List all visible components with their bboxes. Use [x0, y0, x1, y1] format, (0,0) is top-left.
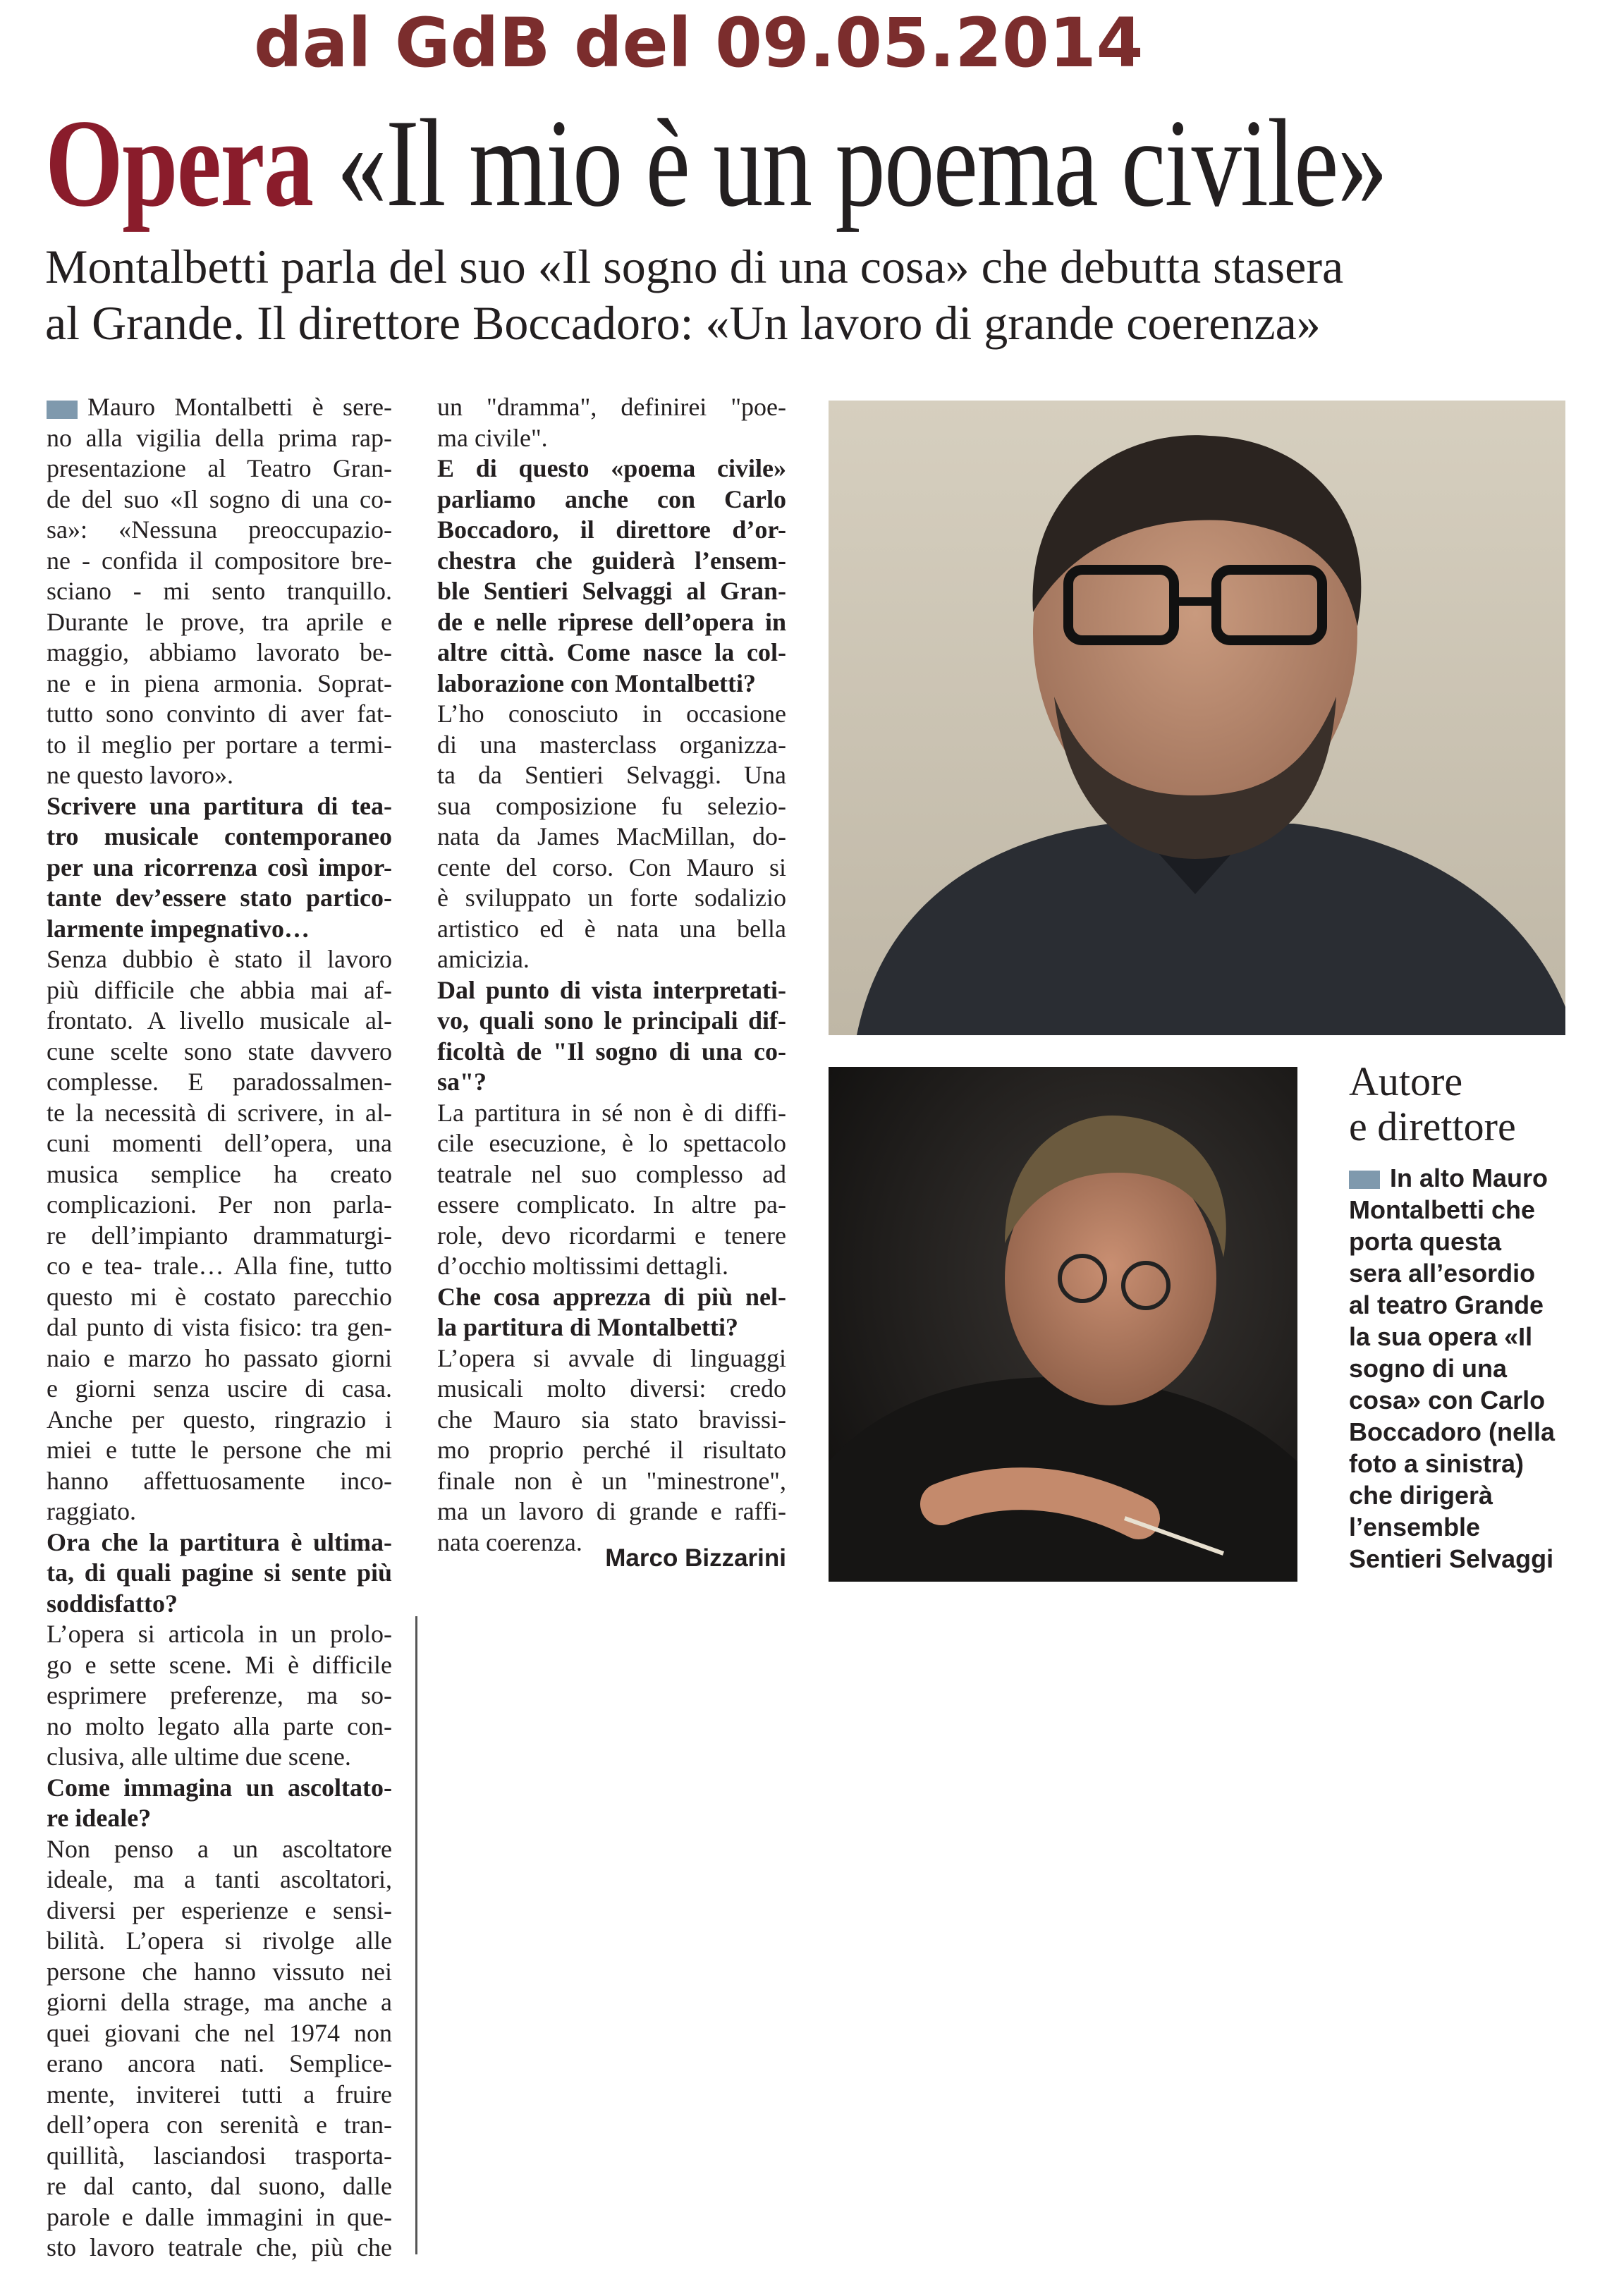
- article-line-text: de del suo «Il sogno di una co-: [47, 484, 392, 513]
- article-line: [437, 392, 786, 423]
- article-line: [47, 2018, 392, 2049]
- article-line-text: musica semplice ha creato: [47, 1159, 392, 1188]
- article-line-text: diversi per esperienze e sensi-: [47, 1895, 392, 1924]
- caption-title-line: Autore: [1349, 1058, 1463, 1104]
- article-line: [437, 944, 786, 975]
- article-line-text: finale non è un "minestrone",: [437, 1466, 786, 1495]
- article-line: [47, 975, 392, 1006]
- article-line: [437, 1159, 786, 1190]
- article-line: [437, 1067, 786, 1098]
- article-line: [47, 2048, 392, 2080]
- article-line-text: L’opera si articola in un prolo-: [47, 1620, 392, 1648]
- article-line: [47, 2202, 392, 2233]
- article-line-text: sua composizione fu seleziо-: [437, 791, 786, 820]
- article-line-text: parole e dalle immagini in que-: [47, 2202, 392, 2231]
- article-line: [47, 1527, 392, 1558]
- article-line-text: Che cosa apprezza di più nel-: [437, 1282, 786, 1311]
- article-line-text: questo mi è costato parecchio: [47, 1282, 392, 1311]
- caption-line-text: foto a sinistra): [1349, 1449, 1524, 1478]
- article-line-text: giorni della strage, ma anche a: [47, 1988, 392, 2016]
- article-line: [437, 791, 786, 822]
- caption-line: [1349, 1384, 1582, 1416]
- article-line-text: Non penso a un ascoltatore: [47, 1834, 392, 1863]
- article-line: [437, 1006, 786, 1037]
- article-line: [437, 1435, 786, 1466]
- article-line: [437, 453, 786, 484]
- caption-line-text: porta questa: [1349, 1227, 1502, 1256]
- article-line-text: larmente impegnativo…: [47, 914, 310, 943]
- article-line: [47, 1466, 392, 1497]
- article-line: [47, 1343, 392, 1374]
- article-line-text: chestra che guiderà l’ensem-: [437, 546, 786, 575]
- article-line: [47, 791, 392, 822]
- article-line: [47, 2141, 392, 2172]
- article-line: [437, 975, 786, 1006]
- article-line-text: La partitura in sé non è di diffi-: [437, 1098, 786, 1127]
- article-line-text: amicizia.: [437, 945, 530, 973]
- article-line: [47, 2110, 392, 2141]
- article-line-text: L’ho conosciuto in occasione: [437, 700, 786, 728]
- article-line: [437, 515, 786, 546]
- article-line: [437, 853, 786, 884]
- headline-kicker: Opera: [45, 93, 313, 233]
- article-line-text: ideale, ma a tanti ascoltatori,: [47, 1865, 392, 1893]
- article-line: [437, 668, 786, 700]
- article-line-text: per una ricorrenza così impor-: [47, 853, 392, 881]
- article-line: [437, 1190, 786, 1221]
- article-line: [47, 1098, 392, 1129]
- article-line: [47, 1159, 392, 1190]
- caption-line-text: Sentieri Selvaggi: [1349, 1544, 1554, 1573]
- article-line-text: no molto legato alla parte con-: [47, 1711, 392, 1740]
- article-line: [47, 668, 392, 700]
- article-line: [47, 1558, 392, 1589]
- article-line: [47, 515, 392, 546]
- caption-line-text: al teatro Grande: [1349, 1290, 1544, 1319]
- article-line: [437, 760, 786, 791]
- article-line: [47, 914, 392, 945]
- article-line-text: ne questo lavoro».: [47, 761, 233, 789]
- caption-line-text: la sua opera «Il: [1349, 1322, 1533, 1351]
- article-line-text: ne - confida il compositore bre-: [47, 546, 392, 575]
- article-line: [47, 1405, 392, 1436]
- article-line-text: Senza dubbio è stato il lavoro: [47, 945, 392, 973]
- article-line-text: Anche per questo, ringrazio i: [47, 1405, 392, 1434]
- article-line-text: frontato. A livello musicale al-: [47, 1006, 392, 1034]
- article-line: [47, 1496, 392, 1527]
- article-line-text: è sviluppato un forte sodalizio: [437, 884, 786, 912]
- article-line-text: ble Sentieri Selvaggi al Gran-: [437, 577, 786, 605]
- article-line-text: hanno affettuosamente inco-: [47, 1466, 392, 1495]
- article-line: [437, 546, 786, 577]
- article-line-text: che Mauro sia stato bravissi-: [437, 1405, 786, 1434]
- article-line: [47, 699, 392, 730]
- article-line-text: raggiato.: [47, 1497, 136, 1525]
- article-line-text: d’occhio moltissimi dettagli.: [437, 1252, 728, 1280]
- article-line-text: role, devo ricordarmi e tenere: [437, 1221, 786, 1250]
- article-line: [437, 822, 786, 853]
- article-line-text: Ora che la partitura è ultima-: [47, 1527, 392, 1556]
- article-line-text: go e sette scene. Mi è difficile: [47, 1650, 392, 1679]
- article-line: [47, 2080, 392, 2111]
- article-line-text: vo, quali sono le principali dif-: [437, 1006, 786, 1034]
- article-line-text: Come immagina un ascoltato-: [47, 1773, 392, 1802]
- photo-caption: [1349, 1162, 1582, 1575]
- article-line: [437, 1374, 786, 1405]
- article-line-text: to il meglio per portare a termi-: [47, 730, 392, 759]
- article-line-text: ne e in piena armonia. Soprat-: [47, 668, 392, 697]
- subtitle-line: al Grande. Il direttore Boccadoro: «Un lavoro di grande coerenza»: [45, 296, 1321, 350]
- article-line: [437, 637, 786, 668]
- article-line: [47, 576, 392, 607]
- article-line: [437, 1221, 786, 1252]
- article-line: [437, 423, 786, 454]
- caption-line: [1349, 1289, 1582, 1321]
- article-line: [47, 607, 392, 638]
- article-line-text: naio e marzo ho passato giorni: [47, 1343, 392, 1372]
- article-line-text: dell’opera con serenità e tran-: [47, 2111, 392, 2139]
- article-line: [437, 1405, 786, 1436]
- article-line-text: mo proprio perché il risultato: [437, 1436, 786, 1464]
- article-line-text: cune scelte sono state davvero: [47, 1037, 392, 1065]
- article-column-2: [437, 392, 786, 1558]
- article-line: [47, 1711, 392, 1742]
- article-line: [47, 883, 392, 914]
- article-line-text: essere complicato. In altre pa-: [437, 1190, 786, 1219]
- caption-title-line: e direttore: [1349, 1104, 1516, 1149]
- article-line-text: clusiva, alle ultime due scene.: [47, 1742, 351, 1771]
- article-line-text: re ideale?: [47, 1804, 152, 1832]
- article-line: [47, 392, 392, 423]
- article-line-text: nata coerenza.: [437, 1527, 582, 1556]
- article-line: [47, 1680, 392, 1711]
- headline: [45, 93, 1387, 233]
- caption-line-text: sera all’esordio: [1349, 1259, 1536, 1288]
- article-line: [47, 1957, 392, 1988]
- article-line-text: ficoltà de "Il sogno di una co-: [437, 1037, 786, 1065]
- caption-line-text: sogno di una: [1349, 1354, 1507, 1383]
- caption-line: [1349, 1448, 1582, 1479]
- article-line: [437, 1343, 786, 1374]
- article-line-text: cente del corso. Con Mauro si: [437, 853, 786, 881]
- article-line: [437, 730, 786, 761]
- article-line: [47, 1221, 392, 1252]
- article-line: [47, 1650, 392, 1681]
- article-line: [47, 1987, 392, 2018]
- article-line-text: più difficile che abbia mai af-: [47, 975, 392, 1004]
- article-line: [47, 1128, 392, 1159]
- caption-marker: [1349, 1171, 1380, 1189]
- article-line: [47, 453, 392, 484]
- article-line-text: presentazione al Teatro Gran-: [47, 454, 392, 482]
- article-line: [437, 1037, 786, 1068]
- article-line: [437, 576, 786, 607]
- article-line-text: mente, inviterei tutti a fruire: [47, 2080, 392, 2108]
- article-column-1: [47, 392, 392, 2264]
- article-line-text: cile esecuzione, è lo spettacolo: [437, 1129, 786, 1157]
- section-marker: [47, 401, 78, 419]
- photo-montalbetti: [829, 401, 1565, 1035]
- article-line: [47, 1037, 392, 1068]
- caption-line: [1349, 1162, 1582, 1194]
- article-line-text: te la necessità di scrivere, in al-: [47, 1098, 392, 1127]
- article-line: [437, 1466, 786, 1497]
- caption-line-text: Boccadoro (nella: [1349, 1417, 1556, 1446]
- article-line: [437, 1496, 786, 1527]
- article-line: [47, 1435, 392, 1466]
- article-line-text: Scrivere una partitura di tea-: [47, 791, 392, 820]
- article-line-text: erano ancora nati. Semplice-: [47, 2049, 392, 2077]
- article-line-text: altre città. Come nasce la col-: [437, 638, 786, 666]
- article-line-text: Dal punto di vista interpretati-: [437, 975, 786, 1004]
- article-line-text: co e tea- trale… Alla fine, tutto: [47, 1252, 392, 1280]
- article-line-text: no alla vigilia della prima rap-: [47, 423, 392, 452]
- article-line-text: sto lavoro teatrale che, più che: [47, 2233, 392, 2261]
- article-line-text: parliamo anche con Carlo: [437, 484, 786, 513]
- article-line-text: E di questo «poema civile»: [437, 454, 786, 482]
- article-line: [47, 1926, 392, 1957]
- article-line: [47, 944, 392, 975]
- article-line: [47, 822, 392, 853]
- article-line-text: sciano - mi sento tranquillo.: [47, 577, 392, 605]
- column-rule: [415, 1616, 417, 2254]
- article-line: [437, 914, 786, 945]
- article-line-text: de e nelle riprese dell’opera in: [437, 607, 786, 636]
- article-line-text: quei giovani che nel 1974 non: [47, 2018, 392, 2047]
- article-line: [47, 637, 392, 668]
- article-line: [47, 1282, 392, 1313]
- subtitle-line: Montalbetti parla del suo «Il sogno di una cosa» che debutta stasera: [45, 240, 1344, 293]
- article-line: [47, 730, 392, 761]
- article-line: [47, 484, 392, 515]
- article-line: [437, 883, 786, 914]
- article-line: [437, 1128, 786, 1159]
- article-line: [47, 1067, 392, 1098]
- article-line: [47, 760, 392, 791]
- headline-title: «Il mio è un poema civile»: [336, 93, 1387, 233]
- article-line-text: ta da Sentieri Selvaggi. Una: [437, 761, 786, 789]
- photo-boccadoro: [829, 1067, 1297, 1582]
- caption-line: [1349, 1511, 1582, 1543]
- article-line-text: sa»: «Nessuna preoccupazio-: [47, 515, 392, 544]
- article-line: [47, 546, 392, 577]
- article-line-text: soddisfatto?: [47, 1589, 178, 1618]
- article-line: [47, 2171, 392, 2202]
- article-line-text: bilità. L’opera si rivolge alle: [47, 1926, 392, 1955]
- caption-line-text: che dirigerà: [1349, 1481, 1493, 1510]
- article-line: [47, 1006, 392, 1037]
- article-line-text: cuni momenti dell’opera, una: [47, 1129, 392, 1157]
- article-line-text: un "dramma", definirei "poe-: [437, 393, 786, 421]
- caption-line: [1349, 1321, 1582, 1352]
- caption-line-text: cosa» con Carlo: [1349, 1386, 1546, 1415]
- article-line: [47, 1374, 392, 1405]
- caption-line: [1349, 1194, 1582, 1226]
- caption-line-text: Montalbetti che: [1349, 1195, 1536, 1224]
- byline: Marco Bizzarini: [605, 1544, 786, 1572]
- article-line-text: re dell’impianto drammaturgi-: [47, 1221, 392, 1250]
- article-line-text: tutto sono convinto di aver fat-: [47, 700, 392, 728]
- article-line-text: tro musicale contemporaneo: [47, 822, 392, 850]
- article-line: [437, 1098, 786, 1129]
- article-line: [437, 607, 786, 638]
- article-line-text: Durante le prove, tra aprile e: [47, 607, 392, 636]
- article-line: [47, 1803, 392, 1834]
- article-line: [437, 1282, 786, 1313]
- caption-line: [1349, 1226, 1582, 1257]
- article-line: [47, 1251, 392, 1282]
- article-line-text: la partitura di Montalbetti?: [437, 1313, 738, 1341]
- article-line: [47, 2233, 392, 2264]
- article-line: [47, 1864, 392, 1895]
- article-line: [47, 1589, 392, 1620]
- article-line: [437, 1251, 786, 1282]
- article-line: [47, 1834, 392, 1865]
- article-line-text: dal punto di vista fisico: tra gen-: [47, 1313, 392, 1341]
- caption-line-text: l’ensemble: [1349, 1513, 1481, 1541]
- article-line-text: musicali molto diversi: credo: [437, 1374, 786, 1403]
- article-line-text: ma un lavoro di grande e raffi-: [437, 1497, 786, 1525]
- subtitle: [45, 238, 1582, 351]
- article-line-text: complesse. E paradossalmen-: [47, 1068, 392, 1096]
- article-line-text: Boccadoro, il direttore d’or-: [437, 515, 786, 544]
- article-line: [47, 1619, 392, 1650]
- article-line-text: laborazione con Montalbetti?: [437, 668, 756, 697]
- article-line-text: Mauro Montalbetti è sere-: [87, 393, 392, 421]
- article-line-text: artistico ed è nata una bella: [437, 914, 786, 943]
- article-line-text: re dal canto, dal suono, dalle: [47, 2172, 392, 2200]
- article-line-text: ma civile".: [437, 423, 548, 452]
- article-line-text: e giorni senza uscire di casa.: [47, 1374, 392, 1403]
- article-line: [437, 699, 786, 730]
- article-line: [47, 853, 392, 884]
- article-line: [47, 1190, 392, 1221]
- article-line: [437, 1312, 786, 1343]
- article-line-text: ta, di quali pagine si sente più: [47, 1558, 392, 1587]
- caption-title: [1349, 1059, 1582, 1149]
- article-line-text: L’opera si avvale di linguaggi: [437, 1343, 786, 1372]
- article-line-text: esprimere preferenze, ma so-: [47, 1681, 392, 1709]
- caption-line: [1349, 1543, 1582, 1575]
- caption-line: [1349, 1352, 1582, 1384]
- article-line: [437, 484, 786, 515]
- caption-line: [1349, 1257, 1582, 1289]
- article-line: [47, 1895, 392, 1926]
- article-line-text: quillità, lasciandosi trasporta-: [47, 2141, 392, 2170]
- caption-line-text: In alto Mauro: [1390, 1164, 1548, 1192]
- article-line-text: nata da James MacMillan, do-: [437, 822, 786, 850]
- article-line-text: di una masterclass organizza-: [437, 730, 786, 759]
- article-line-text: teatrale nel suo complesso ad: [437, 1159, 786, 1188]
- caption-line: [1349, 1479, 1582, 1511]
- article-line: [47, 423, 392, 454]
- article-line-text: miei e tutte le persone che mi: [47, 1436, 392, 1464]
- article-line-text: persone che hanno vissuto nei: [47, 1957, 392, 1986]
- article-line-text: maggio, abbiamo lavorato be-: [47, 638, 392, 666]
- article-line: [47, 1742, 392, 1773]
- article-line-text: tante dev’essere stato partico-: [47, 884, 392, 912]
- source-line: dal GdB del 09.05.2014: [254, 4, 1144, 83]
- article-line: [47, 1773, 392, 1804]
- caption-line: [1349, 1416, 1582, 1448]
- article-line-text: complicazioni. Per non parla-: [47, 1190, 392, 1219]
- article-line: [47, 1312, 392, 1343]
- article-line-text: sa"?: [437, 1068, 487, 1096]
